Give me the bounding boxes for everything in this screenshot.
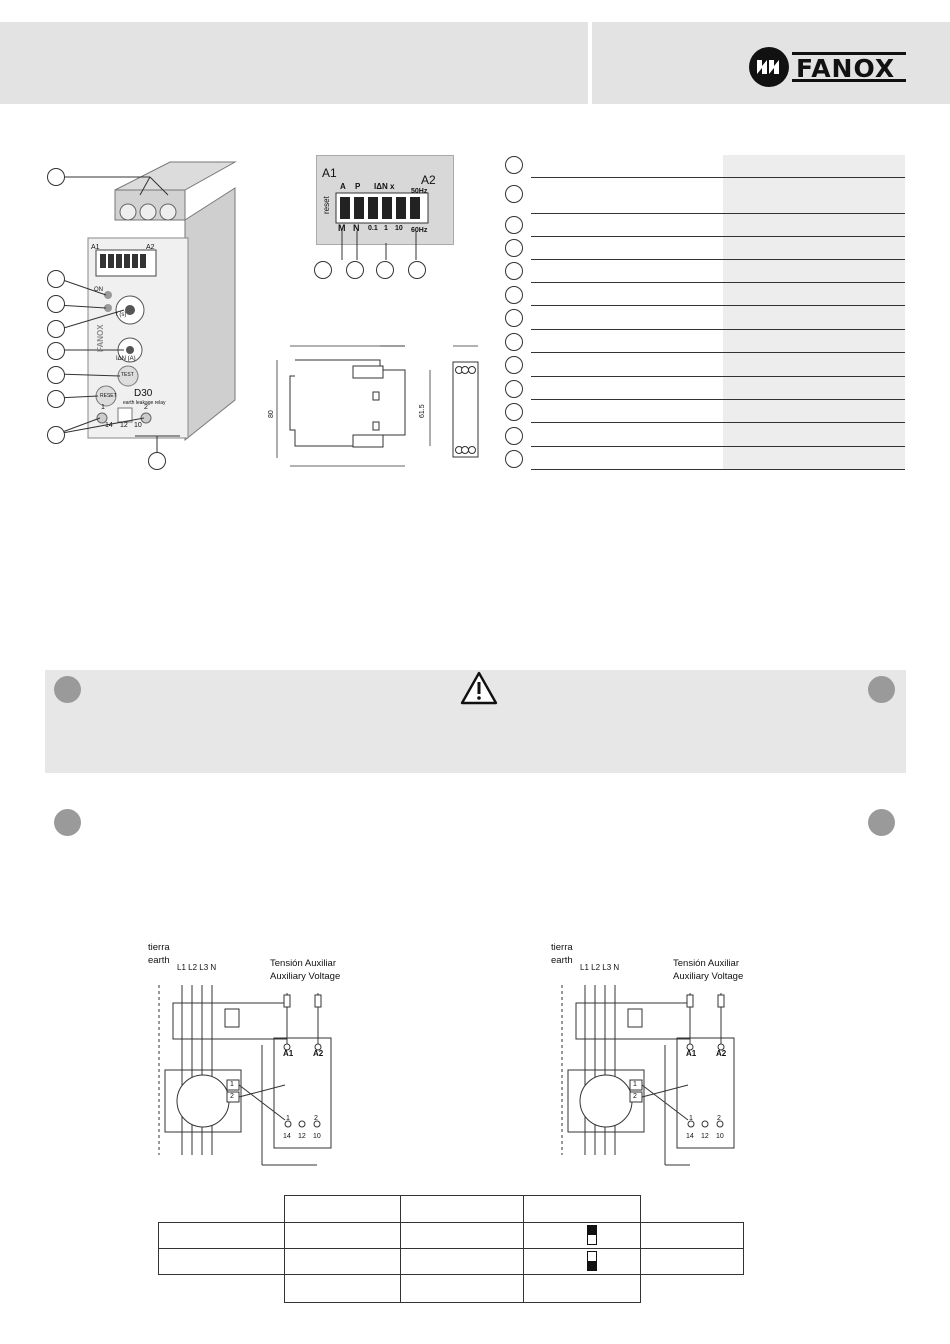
callout-circle-7 — [47, 390, 65, 408]
legend-row — [531, 155, 905, 178]
dip-switch-down-icon — [587, 1251, 597, 1271]
wiring-diagram-1 — [145, 985, 365, 1170]
table-cell — [640, 1248, 744, 1275]
dip-a-label: A — [340, 182, 346, 191]
section-bullet-right — [868, 676, 895, 703]
diagram1-t10: 10 — [313, 1133, 321, 1140]
device-illustration — [40, 150, 240, 480]
legend-number-circle — [505, 333, 523, 351]
device-on-label: ON — [94, 287, 103, 293]
device-ian-label: IΔN (A) — [116, 356, 136, 362]
device-reset-label: RESET — [100, 393, 117, 399]
legend-row — [531, 400, 905, 423]
diagram1-a1: A1 — [283, 1049, 294, 1058]
legend-number-circle — [505, 262, 523, 280]
table-cell — [400, 1274, 524, 1303]
dip-60hz-label: 60Hz — [411, 227, 428, 234]
table-cell — [400, 1222, 524, 1249]
section-bullet-left — [54, 676, 81, 703]
diagram1-earth-en: earth — [148, 955, 170, 966]
device-t14: 14 — [105, 422, 113, 429]
device-a2-label: A2 — [146, 244, 155, 251]
legend-row — [531, 178, 905, 214]
callout-circle-6 — [47, 366, 65, 384]
diagram2-aux-en: Auxiliary Voltage — [673, 971, 744, 982]
dip-callout-1 — [314, 261, 332, 279]
legend-row — [531, 260, 905, 283]
diagram2-t10: 10 — [716, 1133, 724, 1140]
legend-row — [531, 283, 905, 306]
table-cell — [400, 1195, 524, 1223]
legend-number-circle — [505, 239, 523, 257]
legend-number-circle — [505, 380, 523, 398]
diagram1-ct2: 2 — [230, 1093, 234, 1100]
device-test-label: TEST — [121, 372, 134, 378]
diagram1-earth-es: tierra — [148, 942, 170, 953]
table-cell — [158, 1222, 285, 1249]
diagram1-t2: 2 — [314, 1115, 318, 1122]
legend-row — [531, 306, 905, 330]
legend-row — [531, 214, 905, 237]
legend-number-circle — [505, 286, 523, 304]
diagram2-aux-es: Tensión Auxiliar — [673, 958, 740, 969]
legend-row — [531, 330, 905, 353]
warning-triangle-icon — [460, 670, 498, 706]
dip-ian-label: IΔN x — [374, 182, 395, 191]
diagram2-t2: 2 — [717, 1115, 721, 1122]
dip-switch-up-icon — [587, 1225, 597, 1245]
callout-circle-4 — [47, 320, 65, 338]
brand-name: FANOX — [796, 54, 896, 83]
table-cell — [523, 1222, 641, 1249]
callout-circle-9 — [148, 452, 166, 470]
table-cell — [523, 1195, 641, 1223]
diagram2-ct2: 2 — [633, 1093, 637, 1100]
device-subtitle-label: earth leakage relay — [123, 400, 166, 406]
legend-number-circle — [505, 450, 523, 468]
dip-a2-label: A2 — [421, 173, 436, 187]
diagram2-earth-en: earth — [551, 955, 573, 966]
table-cell — [284, 1274, 401, 1303]
table-cell — [284, 1248, 401, 1275]
legend-number-circle — [505, 403, 523, 421]
dimension-inner-height: 61.5 — [419, 404, 426, 418]
dimension-drawing — [265, 340, 485, 475]
device-t10: 10 — [134, 422, 142, 429]
callout-circle-3 — [47, 295, 65, 313]
legend-row — [531, 447, 905, 470]
diagram2-t1: 1 — [689, 1115, 693, 1122]
dip-reset-label: reset — [322, 196, 331, 214]
legend-row — [531, 423, 905, 447]
diagram1-aux-es: Tensión Auxiliar — [270, 958, 337, 969]
device-t12: 12 — [120, 422, 128, 429]
dip-callout-4 — [408, 261, 426, 279]
device-t1: 1 — [101, 404, 105, 411]
diagram2-a2: A2 — [716, 1049, 727, 1058]
table-cell — [523, 1248, 641, 1275]
dip-p-label: P — [355, 182, 361, 191]
legend-number-circle — [505, 216, 523, 234]
legend-number-circle — [505, 156, 523, 174]
table-cell — [523, 1274, 641, 1303]
device-t2: 2 — [144, 404, 148, 411]
dip-m-label: M — [338, 223, 346, 233]
legend-number-circle — [505, 309, 523, 327]
legend-row — [531, 377, 905, 400]
section-bullet-left — [54, 809, 81, 836]
diagram1-ct1: 1 — [230, 1081, 234, 1088]
legend-number-circle — [505, 185, 523, 203]
diagram1-t12: 12 — [298, 1133, 306, 1140]
dip-n-label: N — [353, 223, 360, 233]
legend-number-circle — [505, 427, 523, 445]
callout-circle-8 — [47, 426, 65, 444]
callout-circle-2 — [47, 270, 65, 288]
dip-a1-label: A1 — [322, 166, 337, 180]
diagram2-phases: L1 L2 L3 N — [580, 963, 620, 972]
diagram2-t14: 14 — [686, 1133, 694, 1140]
header-left-panel — [0, 22, 588, 104]
diagram1-t14: 14 — [283, 1133, 291, 1140]
legend-row — [531, 237, 905, 260]
wiring-diagram-2 — [548, 985, 768, 1170]
legend-number-circle — [505, 356, 523, 374]
diagram1-phases: L1 L2 L3 N — [177, 963, 217, 972]
dip-callout-3 — [376, 261, 394, 279]
table-cell — [640, 1222, 744, 1249]
device-model-label: D30 — [134, 388, 153, 399]
device-brand-label: FANOX — [96, 324, 105, 352]
diagram1-aux-en: Auxiliary Voltage — [270, 971, 341, 982]
dip-50hz-label: 50Hz — [411, 188, 428, 195]
device-time-label: t (s) — [116, 312, 127, 318]
diagram2-earth-es: tierra — [551, 942, 573, 953]
dip-1-label: 1 — [384, 225, 388, 232]
table-cell — [400, 1248, 524, 1275]
diagram2-t12: 12 — [701, 1133, 709, 1140]
dimension-height: 80 — [268, 410, 275, 418]
device-a1-label: A1 — [91, 244, 100, 251]
table-cell — [158, 1248, 285, 1275]
diagram2-ct1: 1 — [633, 1081, 637, 1088]
diagram2-a1: A1 — [686, 1049, 697, 1058]
callout-circle-5 — [47, 342, 65, 360]
table-cell — [284, 1195, 401, 1223]
dip-01-label: 0.1 — [368, 225, 378, 232]
dip-10-label: 10 — [395, 225, 403, 232]
callout-circle-1 — [47, 168, 65, 186]
table-cell — [284, 1222, 401, 1249]
dip-callout-2 — [346, 261, 364, 279]
diagram1-a2: A2 — [313, 1049, 324, 1058]
diagram1-t1: 1 — [286, 1115, 290, 1122]
legend-row — [531, 353, 905, 377]
section-bullet-right — [868, 809, 895, 836]
